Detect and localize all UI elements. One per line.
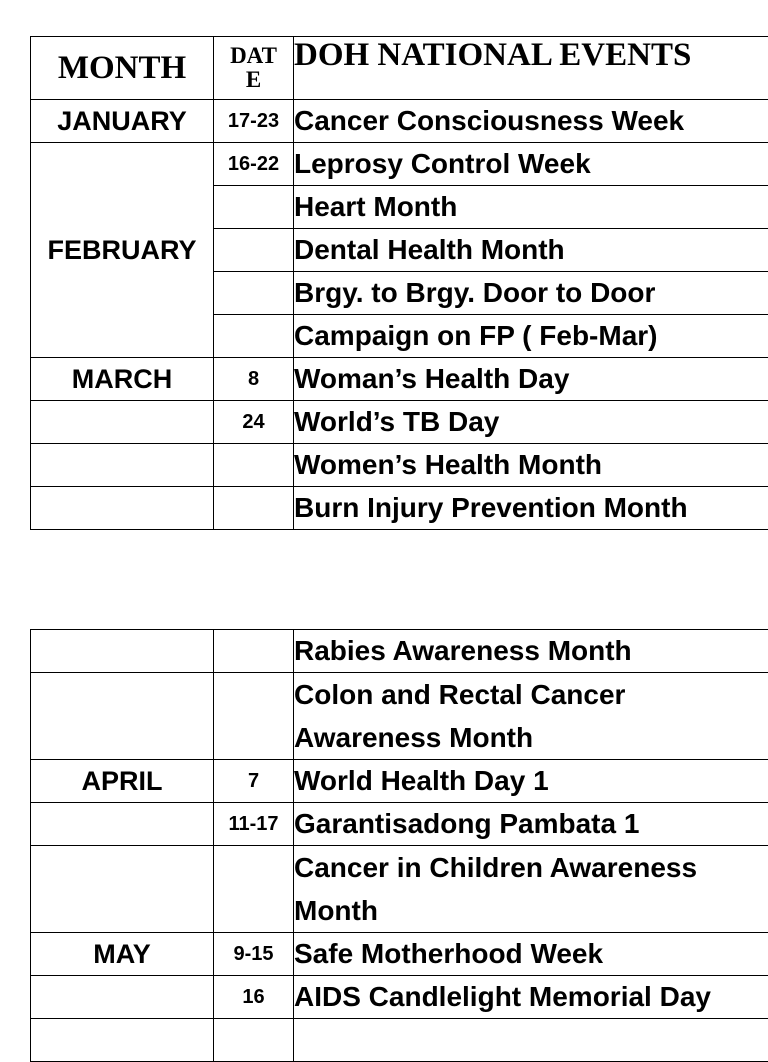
events-table-2 (30, 629, 768, 1062)
header-row (31, 37, 768, 100)
event-cell: Garantisadong Pambata 1 (294, 803, 768, 846)
events-header: DOH NATIONAL EVENTS (294, 37, 768, 100)
table-row (31, 1019, 768, 1062)
event-cell (294, 1019, 768, 1062)
event-cell: Women’s Health Month (294, 444, 768, 487)
event-cell: Heart Month (294, 186, 768, 229)
month-cell: MARCH (31, 358, 214, 401)
date-cell (214, 444, 294, 487)
date-cell (214, 229, 294, 272)
date-cell: 8 (214, 358, 294, 401)
date-header (214, 37, 294, 100)
date-cell (214, 630, 294, 673)
date-cell (214, 846, 294, 933)
event-cell: Safe Motherhood Week (294, 933, 768, 976)
table-row (31, 143, 768, 186)
date-cell (214, 487, 294, 530)
date-cell: 7 (214, 760, 294, 803)
date-header-bottom: E (246, 67, 261, 92)
event-cell: Burn Injury Prevention Month (294, 487, 768, 530)
table-row (31, 487, 768, 530)
event-cell: Dental Health Month (294, 229, 768, 272)
month-cell (31, 1019, 214, 1062)
table-row (31, 401, 768, 444)
table-row (31, 100, 768, 143)
month-cell (31, 444, 214, 487)
table-row (31, 444, 768, 487)
date-header-top: DAT (230, 43, 277, 68)
event-cell: World’s TB Day (294, 401, 768, 444)
event-cell: Rabies Awareness Month (294, 630, 768, 673)
date-cell: 24 (214, 401, 294, 444)
month-cell (31, 401, 214, 444)
month-cell (31, 487, 214, 530)
month-cell (31, 846, 214, 933)
table-row (31, 976, 768, 1019)
month-cell (31, 976, 214, 1019)
date-cell (214, 673, 294, 760)
event-cell: Cancer in Children Awareness Month (294, 846, 768, 933)
date-cell (214, 186, 294, 229)
date-cell: 11-17 (214, 803, 294, 846)
table-row (31, 673, 768, 760)
month-header: MONTH (31, 37, 214, 100)
date-cell: 16 (214, 976, 294, 1019)
event-cell: Woman’s Health Day (294, 358, 768, 401)
date-cell: 9-15 (214, 933, 294, 976)
event-cell: Cancer Consciousness Week (294, 100, 768, 143)
month-cell: FEBRUARY (31, 143, 214, 358)
date-cell: 16-22 (214, 143, 294, 186)
date-cell: 17-23 (214, 100, 294, 143)
month-cell (31, 803, 214, 846)
month-cell: APRIL (31, 760, 214, 803)
date-cell (214, 272, 294, 315)
month-cell: JANUARY (31, 100, 214, 143)
event-cell: Brgy. to Brgy. Door to Door (294, 272, 768, 315)
date-cell (214, 1019, 294, 1062)
table-row (31, 760, 768, 803)
event-cell: Colon and Rectal Cancer Awareness Month (294, 673, 768, 760)
table-row (31, 803, 768, 846)
table-row (31, 630, 768, 673)
month-cell (31, 673, 214, 760)
event-cell: AIDS Candlelight Memorial Day (294, 976, 768, 1019)
table-row (31, 933, 768, 976)
table-row (31, 358, 768, 401)
events-table-1 (30, 36, 768, 530)
table-row (31, 846, 768, 933)
month-cell (31, 630, 214, 673)
date-cell (214, 315, 294, 358)
month-cell: MAY (31, 933, 214, 976)
event-cell: World Health Day 1 (294, 760, 768, 803)
event-cell: Leprosy Control Week (294, 143, 768, 186)
event-cell: Campaign on FP ( Feb-Mar) (294, 315, 768, 358)
